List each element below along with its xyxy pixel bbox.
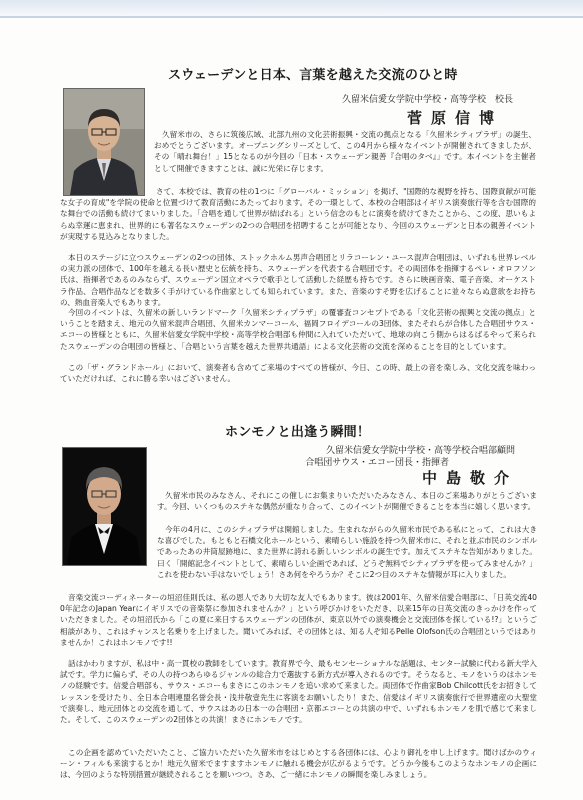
section1-paragraph-5: この「ザ・グランドホール」において、演奏者も含めてご来場のすべての皆様が、今日、この時、最上の音を楽しみ、文化交流を味わっていただければ、これに勝る幸いはございません。 [60, 363, 536, 384]
conductor-photo [62, 447, 147, 566]
header-band [0, 0, 583, 16]
principal-portrait-image [64, 89, 144, 195]
section2-paragraph-1: 久留米市民のみなさん、それにこの催しにお集まりいただいたみなさん、本日のご来場ありがとうございます。今回、いくつものステキな偶然が重なり合って、このイベントが開催できることを本当に嬉しく思います。 [157, 491, 537, 512]
section1-title: スウェーデンと日本、言葉を越えた交流のひと時 [168, 68, 458, 83]
section2-affiliation-line2: 合唱団サウス・エコー団長・指揮者 [305, 458, 449, 468]
section2-affiliation-line1: 久留米信愛女学院中学校・高等学校合唱部顧問 [325, 446, 515, 456]
section1-affiliation: 久留米信愛女学院中学校・高等学校 校長 [341, 95, 513, 105]
section2-author-name: 中島敬介 [422, 469, 519, 487]
header-rule [0, 16, 583, 18]
section1-paragraph-2: さて、本校では、教育の柱の1つに「グローバル・ミッション」を掲げ、"国際的な視野を持ち、国際貢献が可能な女子の育成"を学院の使命と位置づけて教育活動にあたっております。その一環として、本校の合唱部はイギリス演奏旅行等を含む国際的な舞台での活動も続けてまいりました。「合唱を通して世界が結ばれる」という信念のもとに演奏を続けてきたことから、この度、思いもよらぬ幸運に恵まれ、世界的にも著名なスウェーデンの2つの合唱団を招聘することが可能となり、今回のスウェーデンと日本の親善イベントが実現する見込みとなりました。 [60, 187, 536, 241]
section1-paragraph-3: 本日のステージに立つスウェーデンの2つの団体、ストックホルム男声合唱団とリラコーレン・ユース混声合唱団は、いずれも世界レベルの実力派の団体で、100年を越える長い歴史と伝統を持ち、スウェーデンを代表する合唱団です。その両団体を指揮するペレ・オロフソン氏は、指揮者であるのみならず、スウェーデン国立オペラで歌手として活動した経歴も持ちです。さらに映画音楽、電子音楽、オーケストラ作品、合唱作品などを数多く手がけている作曲家としても知られています。また、音楽のすそ野を広げることに並々ならぬ意欲をお持ちの、熱血音楽人でもあります。 [60, 253, 536, 307]
principal-photo [63, 88, 145, 196]
section2-paragraph-2: 今年の4月に、このシティプラザは開館しました。生まれながらの久留米市民である私にとって、これは大きな喜びでした。もともと石橋文化ホールという、素晴らしい施設を持つ久留米市に、それと並ぶ市民のシンボルであったあの井筒屋跡地に、また世界に誇れる新しいシンボルの誕生です。加えてステキな告知がありました。曰く「開館記念イベントとして、素晴らしい企画であれば、どうぞ無料でシティプラザを使ってみませんか？」これを使わない手はないでしょう！さあ何をやろうか？そこに2つ目のステキな情報が耳に入りました。 [157, 525, 537, 579]
section1-author-name: 菅原信博 [407, 109, 504, 127]
section2-paragraph-4: 話はかわりますが、私は中・高一貫校の教師をしています。教育界で今、最もセンセーショナルな話題は、センター試験に代わる新大学入試です。学力に偏らず、その人の持つあらゆるジャンルの総合力で選抜する新方式が導入されるのです。そうなると、モノをいうのはホンモノの経験です。信愛合唱部も、サウス・エコーもまさにこのホンモノを追い求めて来ました。両団体で作曲家Bob Chilcott氏をお招きしてレッスンを受けたり、全日本合唱連盟名誉会長・浅井敬壹先生に客演をお願いしたり！また、信愛はイギリス演奏旅行で世界遺産の大聖堂で演奏し、地元団体との交流を通して、サウスはあの日本一の合唱団・京都エコーとの共演の中で、いずれもホンモノを肌で感じて来ました。そして、このスウェーデンの2団体との共演！まさにホンモノです。 [60, 659, 537, 725]
section2-paragraph-3: 音楽交流コーディネーターの垣沼佳則氏は、私の恩人であり大切な友人でもあります。彼は2001年、久留米信愛合唱部に、「日英交流400年記念のJapan Yearにイギリスでの音楽祭に参加されませんか？」という呼びかけをいただき、以来15年の日英交流のきっかけを作っていただきました。その垣沼氏から「この夏に来日するスウェーデンの団体が、東京以外での演奏機会と交流団体を探している!?」というご相談があり、これはチャンスと名乗りを上げました。聞いてみれば、その団体とは、知る人ぞ知るPelle Olofson氏の合唱団というではありませんか！これはホンモノです!! [60, 593, 537, 647]
section2-title: ホンモノと出逢う瞬間！ [225, 425, 371, 440]
conductor-portrait-image [63, 448, 146, 565]
section2-paragraph-5: この企画を認めていただいたこと、ご協力いただいた久留米市をはじめとする各団体には、心より御礼を申し上げます。聞けばかのウィーン・フィルも来演するとか！地元久留米でますますホンモノに触れる機会が広がるようです。どうか今後もこのようなホンモノの企画には、今回のような特別措置が継続されることを願いつつ。さあ、ご一緒にホンモノの瞬間を楽しみましょう。 [60, 748, 537, 780]
section1-paragraph-1: 久留米市の、さらに筑後広域、北部九州の文化芸術振興・交流の拠点となる「久留米シティプラザ」の誕生、おめでとうございます。オープニングシリーズとして、この4月から様々なイベントが開催されてきましたが、その「晴れ舞台！」15となるのが今回の「日本・スウェーデン親善『合唱のタベ』」です。本イベントを主催者として開催できますことは、誠に光栄に存じます。 [154, 130, 536, 173]
section1-paragraph-4: 今回のイベントは、久留米の新しいランドマーク「久留米シティプラザ」の覆審査コンセプトである「文化芸術の振興と交流の拠点」ということを踏まえ、地元の久留米混声合唱団、久留米カンマーコール、福岡フロイデコールの3団体、またそれらが合体した合唱団サウス・エコーの皆様とともに、久留米信愛女学院中学校・高等学校合唱部も仲間に入れていただいて、地球の向こう側からはるばるやって来られたスウェーデンの合唱団の皆様と、「合唱という言葉を越えた世界共通語」による文化芸術の交流を深めることを目的としています。 [60, 308, 536, 351]
